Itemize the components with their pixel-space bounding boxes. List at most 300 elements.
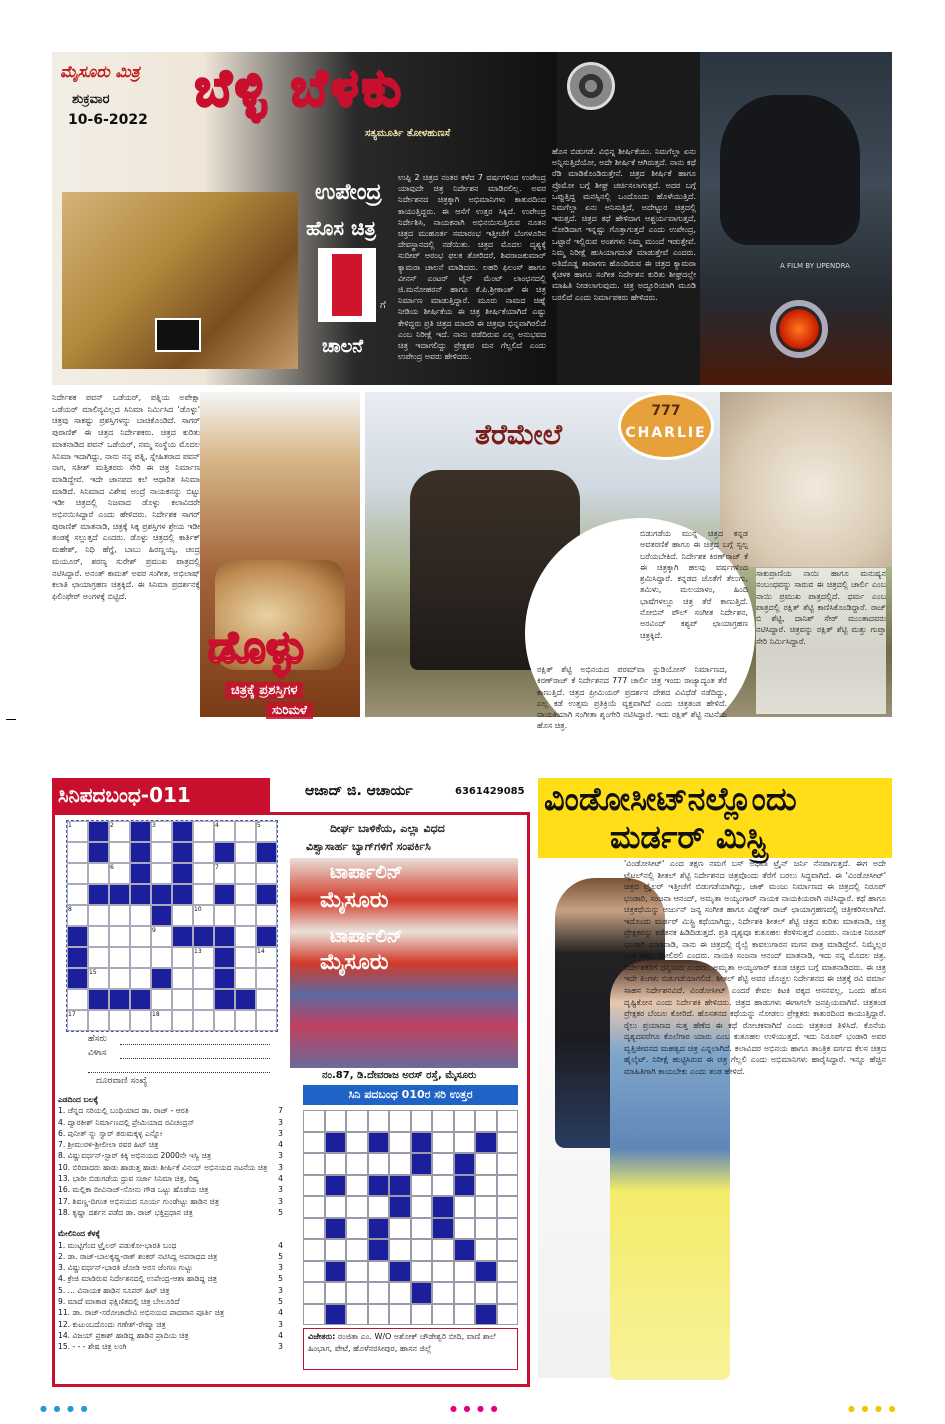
clue-length: 4	[278, 1240, 283, 1250]
clues-across	[58, 1094, 283, 1353]
clue-text: 2. ಡಾ. ರಾಜ್-ಬಾಲಕೃಷ್ಣ-ರಾಕ್ ಶಂಕರ್ ನಟಿಸಿದ್ದ ಅಪರಾಧದ ಚಿತ್ರ	[58, 1251, 218, 1261]
shop-sign-3: ಟಾರ್ಪಾಲಿನ್	[330, 926, 403, 947]
clue-text: 8. ವಿಷ್ಣುವರ್ಧನ್-ಸ್ಟಾರ್ ಕಿಕ್ಕಿ ಅಭಿನಯದ 2000ನೇ ಇಸ್ವಿ ಚಿತ್ರ	[58, 1151, 212, 1161]
answer-cell	[454, 1132, 476, 1154]
charlie-badge	[618, 392, 714, 460]
answer-cell	[432, 1110, 454, 1132]
charlie-article-3: ಸಾಕುಪ್ರಾಣಿಯ ನಾಯಿ ಹಾಗೂ ಮನುಷ್ಯನ ಸಂಬಂಧವನ್ನು ಸಾರುವ ಈ ಚಿತ್ರದಲ್ಲಿ ಚಾರ್ಲಿ ಎಂಬ ನಾಯಿ ಪ್ರಮುಖ ಪಾತ್ರದಲ್ಲಿದೆ. ಧರ್ಮ ಎಂಬ ಪಾತ್ರದಲ್ಲಿ ರಕ್ಷಿತ್ ಶೆಟ್ಟಿ ಕಾಣಿಸಿಕೊಂಡಿದ್ದಾರೆ. ರಾಜ್ ಬಿ ಶೆಟ್ಟಿ, ದಾನಿಶ್ ಸೇಠ್ ಮುಂತಾದವರು ನಟಿಸಿದ್ದಾರೆ. ಚಿತ್ರವನ್ನು ರಕ್ಷಿತ್ ಶೆಟ್ಟಿ ಮತ್ತು ಗುಪ್ತಾ ಸೇರಿ ನಿರ್ಮಿಸಿದ್ದಾರೆ.	[756, 568, 886, 714]
issue-date: 10-6-2022	[68, 112, 148, 128]
grid-cell[interactable]	[193, 1010, 214, 1031]
answer-cell	[497, 1153, 519, 1175]
clue-text: 14. ವಿಜಯ್ ಪ್ರಕಾಶ್ ಹಾಡಿದ್ದ ಹಾಡಿನ ಪ್ರಾದಿಯ ಚಿತ್ರ	[58, 1330, 189, 1340]
clue-text: 9. ಮಾದೆ ಮಾತಾಡ ಫಕ್ಷಿಣಿತದಲ್ಲಿ ಚಿತ್ರ ಬೇಲೂರಿದೆ	[58, 1297, 180, 1307]
grid-cell[interactable]	[235, 968, 256, 989]
answer-cell	[368, 1175, 390, 1197]
answer-cell	[368, 1153, 390, 1175]
clue-row	[58, 1330, 283, 1341]
grid-cell[interactable]	[193, 842, 214, 863]
answer-cell	[411, 1110, 433, 1132]
grid-cell	[151, 884, 172, 905]
address-field-2[interactable]	[88, 1072, 270, 1073]
grid-cell	[88, 989, 109, 1010]
answer-cell	[454, 1110, 476, 1132]
answer-cell	[346, 1261, 368, 1283]
across-list	[58, 1105, 283, 1218]
grid-cell[interactable]	[172, 989, 193, 1010]
grid-cell[interactable]	[109, 926, 130, 947]
answer-cell	[325, 1304, 347, 1326]
answer-cell	[303, 1175, 325, 1197]
clue-row	[58, 1196, 283, 1207]
address-field[interactable]	[120, 1058, 270, 1059]
grid-cell[interactable]	[235, 842, 256, 863]
clue-row	[58, 1262, 283, 1273]
answer-cell	[303, 1239, 325, 1261]
clue-row	[58, 1319, 283, 1330]
answer-cell	[497, 1282, 519, 1304]
clue-row	[58, 1285, 283, 1296]
answer-cell	[368, 1282, 390, 1304]
clue-row	[58, 1341, 283, 1352]
grid-cell[interactable]: 10	[193, 905, 214, 926]
grid-cell[interactable]: 2	[109, 821, 130, 842]
clue-length: 5	[278, 1274, 283, 1284]
answer-cell	[346, 1110, 368, 1132]
grid-cell	[130, 821, 151, 842]
answer-cell	[368, 1218, 390, 1240]
grid-cell[interactable]	[256, 1010, 277, 1031]
winner-box	[303, 1328, 518, 1370]
columnist-name: ಸತ್ಯಮೂರ್ತಿ ತೋಳಹುಣಸೆ	[365, 128, 451, 139]
answer-cell	[454, 1153, 476, 1175]
grid-cell	[151, 968, 172, 989]
clue-row	[58, 1251, 283, 1262]
grid-cell	[214, 842, 235, 863]
answer-cell	[475, 1304, 497, 1326]
clue-length: 5	[278, 1297, 283, 1307]
clue-length: 3	[278, 1162, 283, 1172]
answer-cell	[389, 1239, 411, 1261]
clue-length: 7	[278, 1106, 283, 1116]
clue-text: 11. ಡಾ. ರಾಜ್-ಸರೋಜಾದೇವಿ ಅಭಿನಯದ ಪಾದವಾನ ಪೂರ್ತಿ ಚಿತ್ರ	[58, 1308, 225, 1318]
upendra-headline-1: ಉಪೇಂದ್ರ	[315, 180, 382, 205]
grid-cell[interactable]	[235, 1010, 256, 1031]
clue-row	[58, 1184, 283, 1195]
grid-cell[interactable]	[235, 863, 256, 884]
answer-cell	[411, 1261, 433, 1283]
down-heading: ಮೇಲಿನಿಂದ ಕೆಳಕ್ಕೆ	[58, 1229, 100, 1239]
grid-cell[interactable]: 5	[256, 821, 277, 842]
grid-cell[interactable]	[235, 884, 256, 905]
answer-cell	[497, 1304, 519, 1326]
grid-cell[interactable]	[109, 842, 130, 863]
answer-cell	[497, 1239, 519, 1261]
answer-cell	[475, 1261, 497, 1283]
grid-cell	[235, 989, 256, 1010]
answer-cell	[325, 1239, 347, 1261]
upendra-article-col1: ಉಪ್ಪಿ 2 ಚಿತ್ರದ ನಂತರ ಕಳೆದ 7 ವರ್ಷಗಳಿಂದ ಉಪೇಂದ್ರ ಯಾವುದೇ ಚಿತ್ರ ನಿರ್ದೇಶನ ಮಾಡಿರಲಿಲ್ಲ. ಅವರ ನಿರ್ದೇಶನದ ಚಿತ್ರಕ್ಕಾಗಿ ಅಭಿಮಾನಿಗಳು ಕಾತುರದಿಂದ ಕಾಯುತ್ತಿದ್ದರು. ಈ ಆಸೆಗೆ ಉತ್ತರ ಸಿಕ್ಕಿದೆ. ಉಪೇಂದ್ರ ನಿರ್ದೇಶಿಸಿ, ನಾಯಕನಾಗಿ ಅಭಿನಯಿಸುತ್ತಿರುವ ನೂತನ ಚಿತ್ರದ ಮುಹೂರ್ತ ಸಮಾರಂಭ ಇತ್ತೀಚೆಗೆ ಬೆಂಗಳೂರಿನ ದೇವಸ್ಥಾನದಲ್ಲಿ ನಡೆಯಿತು. ಚಿತ್ರದ ಮೊದಲ ದೃಶ್ಯಕ್ಕೆ ಸುದೀಪ್ ಆರಂಭ ಫಲಕ ತೋರಿದರೆ, ಶಿವರಾಜಕುಮಾರ್ ಕ್ಯಾಮರಾ ಚಾಲನೆ ಮಾಡಿದರು. ಲಹರಿ ಫಿಲಂಸ್ ಹಾಗೂ ವೀನಸ್ ಎಂಟರ್ ಟೈನ್ ಮೆಂಟ್ ಲಾಂಛನದಲ್ಲಿ ಜಿ.ಮನೋಹರನ್ ಹಾಗೂ ಕೆ.ಪಿ.ಶ್ರೀಕಾಂತ್ ಈ ಚಿತ್ರ ನಿರ್ಮಾಣ ಮಾಡುತ್ತಿದ್ದಾರೆ. ಮೂರು ನಾಮದ ಚಿಹ್ನೆ ನೀಡಿಯ ಶೀರ್ಷಿಕೆಯ ಈ ಚಿತ್ರ ಶೀರ್ಷಿಕೆಯಾಗಿದೆ ಎಷ್ಟು ಕೇಳಿದ್ದರು ಪ್ರತಿ ಚಿತ್ರದ ಮಾದರಿ ಈ ಚಿತ್ರವೂ ಭಿನ್ನವಾಗಿರಲಿದೆ ಎಂಬ ನಿರೀಕ್ಷೆ ಇದೆ. ನಾನು ಪಡೆದಿರುವ ಎಲ್ಲ ಅನುಭವದ ಚಿತ್ರ ಇದಾಗಲಿದ್ದು ಪ್ರೇಕ್ಷಕರ ಮನ ಗೆಲ್ಲಲಿದೆ ಎಂದು ಉಪೇಂದ್ರ ಅವರು ಹೇಳಿದರು.	[398, 173, 546, 362]
across-heading: ಎಡದಿಂದ ಬಲಕ್ಕೆ	[58, 1095, 99, 1104]
charlie-badge-word: CHARLIE	[625, 425, 707, 441]
grid-cell[interactable]	[235, 821, 256, 842]
clue-row	[58, 1173, 283, 1184]
grid-cell[interactable]: 15	[88, 968, 109, 989]
dollu-article: ನಿರ್ದೇಶಕ ಪವನ್ ಒಡೆಯರ್, ಪತ್ನಿಯ ಅಪೇಕ್ಷಾ ಒಡೆಯರ್ ಮಾಲಿನ್ಯವಿಲ್ಲದ ಸಿನಿಮಾ ನಿರ್ಮಿಸಿದ 'ಡೊಳ್ಳು' ಚಿತ್ರವು ಸಾಕಷ್ಟು ಪ್ರಶಸ್ತಿಗಳನ್ನು ಬಾಚಿಕೊಂಡಿದೆ. ಸಾಗರ್ ಪುರಾಣಿಕ್ ಈ ಚಿತ್ರದ ನಿರ್ದೇಶಕರು. ಚಿತ್ರದ ಕುರಿತು ಮಾತನಾಡಿದ ಪವನ್ ಒಡೆಯರ್, ನಮ್ಮ ಸಂಸ್ಥೆಯ ಮೊದಲ ಸಿನಿಮಾ ಇದಾಗಿದ್ದು, ನಾನು ನನ್ನ ಪತ್ನಿ, ಸ್ನೇಹಿತರಾದ ಪವನ್ ನಾಗ, ಸತೀಶ್ ಮತ್ತಿತರರು ಸೇರಿ ಈ ಚಿತ್ರ ನಿರ್ಮಾಣ ಮಾಡಿದ್ದೇವೆ. ಇದೇ ಜಾನಪದ ಕಲೆ ಆಧಾರಿತ ಸಿನಿಮಾ ಮಾಡಿದೆ. ಸಿನಿಮಾದ ವಿಶೇಷ ಅಂದ್ರೆ ನಾಯಕನನ್ನು ಬಿಟ್ಟು ಇಡೀ ಚಿತ್ರದಲ್ಲಿ ನಿಜವಾದ ಡೊಳ್ಳು ಕಲಾವಿದರೇ ಅಭಿನಯಿಸಿದ್ದಾರೆ ಎಂದು ಹೇಳಿದರು. ನಿರ್ದೇಶಕ ಸಾಗರ್ ಪುರಾಣಿಕ್ ಮಾತನಾಡಿ, ಚಿತ್ರಕ್ಕೆ ಸಿಕ್ಕ ಪ್ರಶಸ್ತಿಗಳ ಶ್ರೇಯ ಇಡೀ ತಂಡಕ್ಕೆ ಸಲ್ಲುತ್ತದೆ ಎಂದರು. ಡೊಳ್ಳು ಚಿತ್ರದಲ್ಲಿ ಕಾರ್ತಿಕ್ ಮಹೇಶ್, ನಿಧಿ ಹೆಗ್ಡೆ, ಬಾಬು ಹಿರಣ್ಣಯ್ಯ, ಚಂದ್ರ ಮಯೂರ್, ಶರಣ್ಯ ಸುರೇಶ್ ಪ್ರಮುಖ ಪಾತ್ರದಲ್ಲಿ ನಟಿಸಿದ್ದಾರೆ. ಅನಂತ್ ಕಾಮತ್ ಅವರ ಸಂಗೀತ, ಅಭಿಲಾಷ್ ಕಲಾತಿ ಛಾಯಾಗ್ರಹಣ ಚಿತ್ರಕ್ಕಿದೆ. ಈ ಸಿನಿಮಾ ಪ್ರದರ್ಶನಕ್ಕೆ ಫಿಲಿಂಫೇರ್ ಅಂಗಳಕ್ಕೆ ಬಿಟ್ಟಿದೆ.	[52, 393, 200, 601]
grid-cell[interactable]	[88, 1010, 109, 1031]
answer-cell	[303, 1110, 325, 1132]
grid-cell	[214, 884, 235, 905]
clue-length: 4	[278, 1174, 283, 1184]
answer-cell	[432, 1196, 454, 1218]
grid-cell[interactable]	[88, 863, 109, 884]
crossword-phone: 6361429085	[455, 786, 525, 797]
answer-cell	[325, 1196, 347, 1218]
grid-cell	[256, 842, 277, 863]
answer-cell	[432, 1261, 454, 1283]
grid-cell	[151, 905, 172, 926]
charlie-headline: ತೆರೆಮೇಲೆ	[475, 418, 562, 451]
answer-cell	[497, 1196, 519, 1218]
grid-cell	[130, 884, 151, 905]
answer-cell	[368, 1110, 390, 1132]
windowseat-title-2: ಮರ್ಡರ್ ಮಿಸ್ಟ್ರಿ	[610, 818, 767, 856]
answer-cell	[389, 1110, 411, 1132]
answer-cell	[411, 1282, 433, 1304]
clue-text: 4. ದ್ವಾರಕೀಶ್ ನಿರ್ಮಾಣದಲ್ಲಿ ಪ್ರೇಮಿಯಾದ ರವಿಚಂದ್ರನ್	[58, 1117, 195, 1127]
answer-cell	[303, 1282, 325, 1304]
dollu-subtitle-2: ಸುರಿಮಳೆ	[266, 702, 313, 719]
grid-cell[interactable]: 18	[151, 1010, 172, 1031]
clue-length: 5	[278, 1251, 283, 1261]
answer-cell	[432, 1239, 454, 1261]
clue-length: 4	[278, 1308, 283, 1318]
grid-cell	[88, 821, 109, 842]
winner-label: ವಿಜೇತರು:	[308, 1332, 336, 1341]
answer-cell	[411, 1132, 433, 1154]
answer-cell	[411, 1175, 433, 1197]
clue-length: 3	[278, 1196, 283, 1206]
grid-cell[interactable]	[172, 947, 193, 968]
grid-cell[interactable]	[67, 989, 88, 1010]
answer-cell	[497, 1132, 519, 1154]
clue-text: 6. ಪುನೀತ್ ನ್ನು ಸ್ವಾರ್ ತರುಮಕ್ಕಳ್ಳ ಎನ್ನೋ	[58, 1128, 163, 1138]
u-logo	[318, 248, 376, 322]
winner-text: ರಂಜಿತಾ ಎಂ. W/O ಅಶೋಕ್ ಚೌಡೇಶ್ವರಿ ಬೀದಿ, ವಾಣಿ ಶಾಲೆ ಹಿಂಭಾಗ, ಪೇಟೆ, ಹೊಳೆನರಸೀಪುರ, ಹಾಸನ ಜಿಲ್ಲೆ	[308, 1332, 496, 1353]
answer-cell	[303, 1261, 325, 1283]
answer-cell	[454, 1196, 476, 1218]
grid-cell[interactable]: 13	[193, 947, 214, 968]
grid-cell	[214, 926, 235, 947]
answer-cell	[389, 1304, 411, 1326]
answer-cell	[325, 1153, 347, 1175]
grid-cell[interactable]	[151, 989, 172, 1010]
clue-row	[58, 1240, 283, 1251]
grid-cell[interactable]	[235, 926, 256, 947]
upendra-headline-ge: ಗೆ	[380, 300, 386, 311]
answer-cell	[475, 1132, 497, 1154]
answer-cell	[303, 1153, 325, 1175]
clue-row	[58, 1296, 283, 1307]
grid-cell	[130, 842, 151, 863]
clue-row	[58, 1207, 283, 1218]
answer-cell	[368, 1261, 390, 1283]
grid-cell[interactable]	[214, 1010, 235, 1031]
answer-cell	[303, 1132, 325, 1154]
answer-cell	[325, 1110, 347, 1132]
grid-cell[interactable]	[130, 968, 151, 989]
clue-text: 15. - - - ಶೇಷ ಚಿತ್ರ ಲಂಗಿ	[58, 1342, 127, 1352]
registration-dots-center: ● ● ● ●	[450, 1404, 500, 1413]
answer-cell	[475, 1153, 497, 1175]
shop-sign-2: ಮೈಸೂರು	[320, 888, 389, 913]
grid-cell	[172, 842, 193, 863]
clue-text: 16. ಮಲ್ಲಿಕಾ ದೀವಿನಾಜ್-ಸೋನು ಗೌಡ ಒಟ್ಟು ಹೊಡೆಯ ಚಿತ್ರ	[58, 1185, 209, 1195]
answer-cell	[497, 1261, 519, 1283]
clue-row	[58, 1307, 283, 1318]
grid-cell[interactable]: 7	[214, 863, 235, 884]
answer-cell	[497, 1110, 519, 1132]
crossword-grid[interactable]	[66, 820, 278, 1032]
upendra-headline-3: ಚಾಲನೆ	[322, 336, 364, 357]
clue-length: 3	[278, 1117, 283, 1127]
grid-cell	[67, 968, 88, 989]
answer-cell	[497, 1175, 519, 1197]
windowseat-article: 'ವಿಂಡೋಸೀಟ್' ಎಂದ ತಕ್ಷಣ ನಮಗೆ ಬಸ್ ಅಥವಾ ಟ್ರೈನ್ ಜರ್ನಿ ನೆನಪಾಗುತ್ತದೆ. ಈಗ ಅದೇ ಟೈಟಲ್‌ನಲ್ಲಿ ಶೀತಲ್ ಶೆಟ್ಟಿ ನಿರ್ದೇಶನದ ಚಿತ್ರವೊಂದು ತೆರೆಗೆ ಬರಲು ಸಿದ್ಧವಾಗಿದೆ. ಈ 'ವಿಂಡೋಸೀಟ್' ಚಿತ್ರದ ಟ್ರೈಲರ್ ಇತ್ತೀಚೆಗೆ ಬಿಡುಗಡೆಯಾಗಿದ್ದು, ಜಾಕ್ ಮಂಜು ನಿರ್ಮಾಣದ ಈ ಚಿತ್ರದಲ್ಲಿ ನಿರೂಪ್ ಭಂಡಾರಿ, ಸಂಜನಾ ಆನಂದ್, ಅಮೃತಾ ಅಯ್ಯಂಗಾರ್ ನಾಯಕ ನಾಯಕಿಯರಾಗಿ ನಟಿಸಿದ್ದಾರೆ. ಕಥೆ ಹಾಗೂ ಚಿತ್ರಕಥೆಯನ್ನು ಅರ್ಜುನ್ ಜನ್ಯ ಸಂಗೀತ ಹಾಗೂ ವಿಘ್ನೇಶ್ ರಾಜ್ ಛಾಯಾಗ್ರಹಣದಲ್ಲಿ ಚಿತ್ರೀಕರಿಸಲಾಗಿದೆ. ಇದೊಂದು ಮರ್ಡರ್ ಮಿಸ್ಟ್ರಿ ಕಥೆಯಾಗಿದ್ದು, ನಿರ್ದೇಶಕಿ ಶೀತಲ್ ಶೆಟ್ಟಿ ಚಿತ್ರದ ಕುರಿತು ಮಾತನಾಡಿ, ಚಿತ್ರ ಪ್ರೇಕ್ಷಕರನ್ನು ಕಡೆತನಕ ಹಿಡಿದಿಡುತ್ತದೆ. ಪ್ರತಿ ದೃಶ್ಯವೂ ಕುತೂಹಲ ಕೆರಳಿಸುತ್ತದೆ ಎಂದರು. ನಾಯಕ ನಿರೂಪ್ ಭಂಡಾರಿ ಮಾತನಾಡಿ, ನಾನು ಈ ಚಿತ್ರದಲ್ಲಿ ರೈಲ್ವೆ ಕಾವಲುಗಾರನ ಮಗನ ಪಾತ್ರ ಮಾಡಿದ್ದೇನೆ. ನಿಮ್ಮೆಲ್ಲರ ಪ್ರೀತಿ ಚಿತ್ರದ ಮೇಲಿರಲಿ ಎಂದರು. ನಾಯಕಿ ಸಂಜನಾ ಆನಂದ್ ಮಾತನಾಡಿ, ಇದು ನನ್ನ ಮೊದಲ ಚಿತ್ರ. ನಿರ್ದೇಶಕರಿಗೆ ಧನ್ಯವಾದ ಎಂದರು. ಅಮೃತಾ ಅಯ್ಯಂಗಾರ್ ಕೂಡ ಚಿತ್ರದ ಬಗ್ಗೆ ಮಾತನಾಡಿದರು. ಈ ಚಿತ್ರ ಇದೇ ತಿಂಗಳು ಬಿಡುಗಡೆಯಾಗಲಿದೆ. ಶೀತಲ್ ಶೆಟ್ಟಿ ಅವರ ಚೊಚ್ಚಲ ನಿರ್ದೇಶನದ ಈ ಚಿತ್ರಕ್ಕೆ ರವಿ ವರ್ಮಾ ಸಾಹಸ ನಿರ್ದೇಶನವಿದೆ. ವಿಂಡೋಸೀಟ್ ಎಂದರೆ ಕೇವಲ ಕಿಟಕಿ ಪಕ್ಕದ ಆಸನವಲ್ಲ, ಒಂದು ಹೊಸ ದೃಷ್ಟಿಕೋನ ಎಂದು ನಿರ್ದೇಶಕಿ ಹೇಳಿದರು. ಚಿತ್ರದ ಹಾಡುಗಳು ಈಗಾಗಲೇ ಜನಪ್ರಿಯವಾಗಿವೆ. ಚಿತ್ರತಂಡ ಪ್ರೇಕ್ಷಕರ ಬೆಂಬಲ ಕೋರಿದೆ. ಹೊಸತನದ ಕಥೆಯನ್ನು ನೋಡಲು ಪ್ರೇಕ್ಷಕರು ಕಾತುರದಿಂದ ಕಾಯುತ್ತಿದ್ದಾರೆ. ರೈಲು ಪ್ರಯಾಣದ ಸುತ್ತ ಹೆಣೆದ ಈ ಕಥೆ ರೋಚಕವಾಗಿದೆ ಎಂದು ಚಿತ್ರತಂಡ ತಿಳಿಸಿದೆ. ಕೊನೆಯ ದೃಶ್ಯದವರೆಗೂ ಕೊಲೆಗಾರ ಯಾರು ಎಂಬ ಕುತೂಹಲ ಉಳಿಯುತ್ತದೆ. ಇದು ನಿರೂಪ್ ಭಂಡಾರಿ ಅವರ ವೃತ್ತಿಜೀವನದ ಮಹತ್ವದ ಚಿತ್ರ ಎನ್ನಲಾಗಿದೆ. ಕಲಾವಿದರ ಅಭಿನಯ ಹಾಗೂ ತಾಂತ್ರಿಕ ವರ್ಗದ ಕೆಲಸ ಚಿತ್ರದ ಹೈಲೈಟ್. ನಿರೀಕ್ಷೆ ಹುಟ್ಟಿಸಿರುವ ಈ ಚಿತ್ರ ಗೆಲ್ಲಲಿ ಎಂದು ಅಭಿಮಾನಿಗಳು ಹಾರೈಸಿದ್ದಾರೆ. ಇನ್ನೂ ಹೆಚ್ಚಿನ ಮಾಹಿತಿಗಾಗಿ ಕಾಯಬೇಕು ಎಂದು ತಂಡ ಹೇಳಿದೆ.	[624, 859, 886, 1076]
windowseat-title-1: ವಿಂಡೋಸೀಟ್‌ನಲ್ಲೊಂದು	[544, 780, 797, 818]
issue-day: ಶುಕ್ರವಾರ	[72, 92, 110, 107]
answer-cell	[346, 1304, 368, 1326]
clue-length: 3	[278, 1263, 283, 1273]
answer-cell	[389, 1132, 411, 1154]
grid-cell[interactable]	[88, 947, 109, 968]
clue-length: 4	[278, 1330, 283, 1340]
grid-cell[interactable]: 8	[67, 905, 88, 926]
answer-cell	[368, 1304, 390, 1326]
answer-cell	[346, 1239, 368, 1261]
clue-text: 1. ಮುಟ್ಟಿಗೆಂದ ಟ್ರೈಲರ್ ಪಡುಕೋ-ಭಾರತಿ ಬಂಧ	[58, 1240, 177, 1250]
clue-length: 3	[278, 1185, 283, 1195]
grid-cell	[88, 884, 109, 905]
answer-cell	[325, 1261, 347, 1283]
grid-cell[interactable]	[109, 947, 130, 968]
grid-cell[interactable]	[130, 926, 151, 947]
answer-cell	[454, 1282, 476, 1304]
film-reel-icon	[567, 62, 615, 110]
grid-cell[interactable]	[256, 968, 277, 989]
answer-cell	[389, 1261, 411, 1283]
grid-cell[interactable]	[235, 947, 256, 968]
grid-cell[interactable]	[172, 1010, 193, 1031]
answer-cell	[368, 1132, 390, 1154]
grid-cell	[214, 989, 235, 1010]
grid-cell[interactable]	[172, 905, 193, 926]
section-masthead: ಬೆಳ್ಳಿ ಬೆಳಕು	[195, 58, 405, 117]
grid-cell	[109, 884, 130, 905]
grid-cell[interactable]	[67, 884, 88, 905]
grid-cell	[193, 926, 214, 947]
grid-cell[interactable]	[67, 863, 88, 884]
grid-cell[interactable]	[193, 821, 214, 842]
grid-cell[interactable]	[172, 968, 193, 989]
grid-cell[interactable]	[256, 905, 277, 926]
answer-cell	[303, 1196, 325, 1218]
grid-cell	[172, 821, 193, 842]
grid-cell	[130, 863, 151, 884]
answer-cell	[475, 1110, 497, 1132]
answer-cell	[411, 1304, 433, 1326]
grid-cell[interactable]	[193, 989, 214, 1010]
clue-text: 18. ಕೃಷ್ಣಾ ದರ್ಶನ ಪಡೆದ ಡಾ. ರಾಜ್ ಭಕ್ತಿಪ್ರಧಾನ ಚಿತ್ರ	[58, 1207, 193, 1217]
clue-length: 3	[278, 1319, 283, 1329]
answer-cell	[475, 1218, 497, 1240]
answer-cell	[432, 1175, 454, 1197]
clapperboard-icon	[155, 318, 201, 352]
answer-cell	[454, 1304, 476, 1326]
grid-cell[interactable]	[235, 905, 256, 926]
clue-length: 4	[278, 1140, 283, 1150]
grid-cell[interactable]	[130, 905, 151, 926]
clue-row	[58, 1128, 283, 1139]
name-field[interactable]	[120, 1044, 270, 1045]
answer-cell	[325, 1175, 347, 1197]
clue-row	[58, 1139, 283, 1150]
grid-cell	[67, 947, 88, 968]
grid-cell	[214, 947, 235, 968]
answer-cell	[475, 1175, 497, 1197]
grid-cell[interactable]	[256, 863, 277, 884]
clue-text: 12. ಕುಟುಂಬದೊಂದು ಗಣೇಶ್-ರೇಷ್ಮಾ ಚಿತ್ರ	[58, 1319, 166, 1329]
crossword-author: ಆಜಾದ್ ಜಿ. ಆಚಾರ್ಯ	[305, 783, 413, 799]
clue-row	[58, 1117, 283, 1128]
margin-mark	[6, 719, 16, 720]
clue-text: 13. ಭಾರೀ ಬಿಡುಗಡೆಯ ಧ್ರುವ ಸರ್ಜಾ ಸಿನಿಮಾ ಚಿತ್ರ, ರಿಷ್ಯ	[58, 1174, 200, 1184]
answer-cell	[411, 1153, 433, 1175]
grid-cell[interactable]: 6	[109, 863, 130, 884]
answer-cell	[346, 1175, 368, 1197]
grid-cell[interactable]: 1	[67, 821, 88, 842]
ad-line-1: ದೀರ್ಘ ಬಾಳಿಕೆಯ, ಎಲ್ಲಾ ವಿಧದ	[330, 822, 445, 835]
answer-cell	[411, 1218, 433, 1240]
answer-cell	[432, 1153, 454, 1175]
answer-cell	[346, 1218, 368, 1240]
answer-cell	[325, 1218, 347, 1240]
grid-cell[interactable]	[109, 968, 130, 989]
name-label: ಹೆಸರು	[88, 1034, 107, 1044]
answer-cell	[432, 1218, 454, 1240]
grid-cell[interactable]: 14	[256, 947, 277, 968]
grid-cell[interactable]: 17	[67, 1010, 88, 1031]
clue-text: 17. ಶಿವಣ್ಣ-ದಿಗಂತ ಅಭಿನಯದ ಸೂರ್ಯ ಗುಂಡೇಟ್ಟು ಹಾಡಿನ ಚಿತ್ರ	[58, 1196, 220, 1206]
grid-cell[interactable]	[109, 1010, 130, 1031]
grid-cell[interactable]	[151, 842, 172, 863]
grid-cell[interactable]	[88, 926, 109, 947]
charlie-article-2: ಬಿಡುಗಡೆಯ ಮುನ್ನ ಚಿತ್ರದ ಕನ್ನಡ ಅವತರಣಿಕೆ ಹಾಗೂ ಈ ಚಿತ್ರದ ಬಗ್ಗೆ ಸ್ವಲ್ಪ ಬರೆಯಬೇಕಿದೆ. ನಿರ್ದೇಶಕ ಕಿರಣ್‌ರಾಜ್ ಕೆ ಈ ಚಿತ್ರಕ್ಕಾಗಿ ಹಲವು ವರ್ಷಗಳಿಂದ ಶ್ರಮಿಸಿದ್ದಾರೆ. ಕನ್ನಡದ ಜೊತೆಗೆ ತೆಲುಗು, ತಮಿಳು, ಮಲಯಾಳಂ, ಹಿಂದಿ ಭಾಷೆಗಳಲ್ಲೂ ಚಿತ್ರ ತೆರೆ ಕಾಣುತ್ತಿದೆ. ನೋಬಿನ್ ಪೌಲ್ ಸಂಗೀತ ನಿರ್ದೇಶನ, ಅರವಿಂದ್ ಕಶ್ಯಪ್ ಛಾಯಾಗ್ರಹಣ ಚಿತ್ರಕ್ಕಿದೆ.	[640, 529, 748, 640]
upendra-headline-2: ಹೊಸ ಚಿತ್ರ	[306, 216, 376, 240]
grid-cell[interactable]: 3	[151, 821, 172, 842]
poster-credit: A FILM BY UPENDRA	[780, 262, 850, 270]
answer-cell	[432, 1304, 454, 1326]
answer-cell	[454, 1261, 476, 1283]
grid-cell[interactable]	[130, 1010, 151, 1031]
clue-row	[58, 1105, 283, 1116]
upendra-article-col2: ಹೊಸ ಬಿಡುಗಡೆ. ವಿಭಿನ್ನ ಶೀರ್ಷಿಕೆಯು. ನಿಮಗೆಲ್ಲಾ ಏನು ಅನ್ನಿಸುತ್ತಿದೆಯೋ, ಅದೇ ಶೀರ್ಷಿಕೆ ಆಗಿರುತ್ತದೆ. ನಾನು ಕಥೆ ರೆಡಿ ಮಾಡಿಕೊಂಡಿರುತ್ತೇನೆ. ಚಿತ್ರದ ಶೀರ್ಷಿಕೆ ಹಾಗೂ ಪ್ರೊಮೋ ಬಗ್ಗೆ ಶೀಘ್ರ ಚರ್ಚಿಸಲಾಗುತ್ತದೆ. ಅದರ ಬಗ್ಗೆ ಒಪ್ಪುತ್ತಿದ್ದ ಮನಸ್ಸಿನಲ್ಲಿ ಒಂದೊಂದು ಹೊಳೆಯುತ್ತಿದೆ. ನಿಮಗೆಲ್ಲಾ ಏನು ಅನಿಸುತ್ತಿದೆ, ಅದೇಟ್ಟುರ ಚಿತ್ರದಲ್ಲಿ ಇರುತ್ತದೆ. ಚಿತ್ರದ ಕಥೆ ಹೇಳಿದಾಗ ಆಶ್ಚರ್ಯವಾಗುತ್ತದೆ, ನೋಡಿದಾಗ ಇನ್ನಷ್ಟು ಗೊತ್ತಾಗುತ್ತದೆ ಎಂದು ಉಪೇಂದ್ರ, ಒಟ್ಟಾರೆ ಇಲ್ಲಿರುವ ಅಂಶಗಳು ನಿಮ್ಮ ಮುಂದೆ ಇಡುತ್ತೇವೆ. ನಿಮ್ಮ ನಿರೀಕ್ಷೆ ಹುಸಿಯಾಗದಂತೆ ಮಾಡುತ್ತೇವೆ ಎಂದರು. ಅತಿದೊಡ್ಡ ತಾರಾಗಣ ಹೊಂದಿರುವ ಈ ಚಿತ್ರದ ಕ್ಯಾಮರಾ ಕೈಚಳಕ ಹಾಗೂ ಸಂಗೀತ ನಿರ್ದೇಶನ ಕುರಿತು ಶೀಘ್ರದಲ್ಲೇ ಮಾಹಿತಿ ನೀಡಲಾಗುವುದು. ಚಿತ್ರ ಅದ್ದೂರಿಯಾಗಿ ಮೂಡಿ ಬರಲಿದೆ ಎಂದು ನಿರ್ಮಾಪಕರು ಹೇಳಿದರು.	[552, 147, 696, 302]
clue-length: 3	[278, 1342, 283, 1352]
shop-sign-4: ಮೈಸೂರು	[320, 950, 389, 975]
answer-cell	[389, 1282, 411, 1304]
grid-cell[interactable]: 9	[151, 926, 172, 947]
grid-cell	[67, 926, 88, 947]
clue-length: 3	[278, 1285, 283, 1295]
clue-length: 3	[278, 1128, 283, 1138]
grid-cell[interactable]	[67, 842, 88, 863]
grid-cell	[214, 968, 235, 989]
answer-cell	[303, 1304, 325, 1326]
answer-cell	[325, 1282, 347, 1304]
grid-cell[interactable]	[214, 905, 235, 926]
answer-cell	[346, 1153, 368, 1175]
grid-cell	[109, 989, 130, 1010]
answer-cell	[411, 1239, 433, 1261]
registration-dots-right: ● ● ● ●	[848, 1404, 898, 1413]
down-list	[58, 1240, 283, 1353]
charlie-article-1: ರಕ್ಷಿತ್ ಶೆಟ್ಟಿ ಅಭಿನಯದ ಪರಮ್‌ವಾ ಸ್ಟುಡಿಯೋಸ್ ನಿರ್ಮಾಣದ, ಕಿರಣ್‌ರಾಜ್ ಕೆ ನಿರ್ದೇಶನದ 777 ಚಾರ್ಲಿ ಚಿತ್ರ ಇಂದು ರಾಜ್ಯಾದ್ಯಂತ ತೆರೆ ಕಾಣುತ್ತಿದೆ. ಚಿತ್ರದ ಪ್ರೀಮಿಯರ್ ಪ್ರದರ್ಶನ ದೇಶದ ವಿವಿಧೆಡೆ ನಡೆದಿದ್ದು, ಎಲ್ಲ ಕಡೆ ಉತ್ತಮ ಪ್ರತಿಕ್ರಿಯೆ ವ್ಯಕ್ತವಾಗಿದೆ ಎಂದು ಚಿತ್ರತಂಡ ಹೇಳಿದೆ. ನಾಯಕಿಯಾಗಿ ಸಂಗೀತಾ ಶೃಂಗೇರಿ ನಟಿಸಿದ್ದಾರೆ. ಇದು ರಕ್ಷಿತ್ ಶೆಟ್ಟಿ ನಟನೆಯ ಹೊಸ ಚಿತ್ರ.	[537, 665, 727, 731]
answer-grid	[303, 1110, 518, 1325]
clue-text: 10. ಬಿರಿದಾದರು ಹಾಡು ಹಾಡುತ್ತ ಹಾಡು ಶೀರ್ಷಿಕೆ ವಿನಯ್ ಅಭಿನಯದ ನಟನೆಯ ಚಿತ್ರ	[58, 1162, 268, 1172]
answer-cell	[368, 1196, 390, 1218]
answer-cell	[346, 1196, 368, 1218]
answer-cell	[389, 1175, 411, 1197]
clue-length: 3	[278, 1151, 283, 1161]
answer-cell	[432, 1132, 454, 1154]
grid-cell[interactable]	[193, 968, 214, 989]
answer-cell	[346, 1132, 368, 1154]
grid-cell[interactable]	[151, 863, 172, 884]
answer-cell	[475, 1196, 497, 1218]
clue-text: 1. ಚೆನ್ನದ ಸರಿಯಲ್ಲಿ ಬಂಧಿಯಾದ ಡಾ. ರಾಜ್ - ಆರತಿ	[58, 1106, 189, 1116]
answer-cell	[497, 1218, 519, 1240]
grid-cell[interactable]	[193, 884, 214, 905]
grid-cell	[130, 989, 151, 1010]
grid-cell[interactable]	[256, 989, 277, 1010]
answer-cell	[475, 1282, 497, 1304]
dollu-title: ಡೊಳ್ಳು	[208, 622, 307, 673]
registration-dots-left: ● ● ● ●	[40, 1404, 90, 1413]
crossword-title: ಸಿನಿಪದಬಂಧ-011	[52, 778, 270, 812]
grid-cell[interactable]: 4	[214, 821, 235, 842]
answer-cell	[475, 1239, 497, 1261]
grid-cell	[172, 863, 193, 884]
clue-text: 4. ಕ್ರೇಜಿ ಮಾಡಿರುವ ನಿರ್ದೇಶನದಲ್ಲಿ ಉಪೇಂದ್ರ-ಆಶಾ ಹಾಡಿದ್ದ ಚಿತ್ರ	[58, 1274, 217, 1284]
grid-cell[interactable]	[151, 947, 172, 968]
grid-cell[interactable]	[109, 905, 130, 926]
answer-cell	[454, 1175, 476, 1197]
answer-cell	[411, 1196, 433, 1218]
answer-cell	[346, 1282, 368, 1304]
clue-row	[58, 1273, 283, 1284]
answer-cell	[368, 1239, 390, 1261]
clue-text: 5. ... ವಿನಾಯಕ ಹಾಡಿನ ಸೂಪರ್ ಹಿಟ್ ಚಿತ್ರ	[58, 1285, 170, 1295]
grid-cell[interactable]	[130, 947, 151, 968]
answer-cell	[454, 1218, 476, 1240]
clue-row	[58, 1150, 283, 1161]
answer-cell	[325, 1132, 347, 1154]
answer-cell	[454, 1239, 476, 1261]
grid-cell[interactable]	[193, 863, 214, 884]
grid-cell[interactable]	[88, 905, 109, 926]
newspaper-brand: ಮೈಸೂರು ಮಿತ್ರ	[60, 62, 140, 81]
shop-sign-1: ಟಾರ್ಪಾಲಿನ್	[330, 862, 403, 883]
dollu-subtitle-1: ಚಿತ್ರಕ್ಕೆ ಪ್ರಶಸ್ತಿಗಳ	[225, 682, 303, 699]
